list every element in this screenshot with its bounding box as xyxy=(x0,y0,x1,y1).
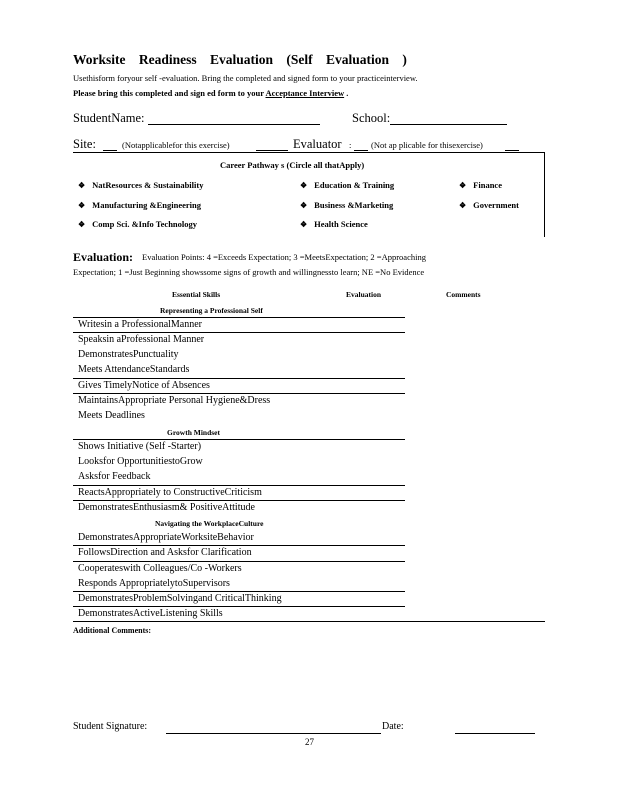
student-name-field[interactable] xyxy=(148,124,320,125)
pathway-education[interactable] xyxy=(300,180,394,190)
diamond-bullet-icon: ❖ xyxy=(78,201,86,210)
representing-professional-self-header: Representing a Professional Self xyxy=(160,306,263,315)
page-title: Worksite Readiness Evaluation (Self Evaluation ) xyxy=(73,52,407,67)
pathway-health-science[interactable] xyxy=(300,219,368,229)
pathway-manufacturing[interactable] xyxy=(78,200,201,210)
site-label: Site: xyxy=(73,137,96,151)
comments-column-header: Comments xyxy=(446,290,481,299)
skill-row[interactable]: ReactsAppropriately to ConstructiveCriticism xyxy=(78,487,262,498)
evaluation-points-line-2: Expectation; 1 =Just Beginning showssome signs of growth and willingnessto learn; NE =No Evidence xyxy=(73,267,425,277)
navigating-workplace-culture-header: Navigating the WorkplaceCulture xyxy=(155,519,264,528)
diamond-bullet-icon: ❖ xyxy=(459,201,467,210)
diamond-bullet-icon: ❖ xyxy=(300,201,308,210)
skill-row[interactable]: Gives TimelyNotice of Absences xyxy=(78,380,210,391)
pathway-label: Finance xyxy=(473,180,502,190)
skill-row[interactable]: DemonstratesProblemSolvingand CriticalThinking xyxy=(78,593,282,604)
site-field-end xyxy=(256,150,288,151)
skill-row[interactable]: Asksfor Feedback xyxy=(78,471,151,482)
diamond-bullet-icon: ❖ xyxy=(300,220,308,229)
pathway-business[interactable] xyxy=(300,200,393,210)
row-divider xyxy=(73,545,405,546)
site-note: (Notapplicablefor this exercise) xyxy=(122,140,230,150)
header-rule xyxy=(73,152,545,153)
diamond-bullet-icon: ❖ xyxy=(78,220,86,229)
intro-line-2 xyxy=(73,88,348,98)
evaluator-field-end xyxy=(505,150,519,151)
additional-comments-label: Additional Comments: xyxy=(73,626,152,635)
row-divider xyxy=(73,500,405,501)
skill-row[interactable]: Writesin a ProfessionalManner xyxy=(78,319,203,330)
row-divider xyxy=(73,393,405,394)
row-divider xyxy=(73,317,405,318)
evaluator-colon: : xyxy=(349,140,352,150)
skill-row[interactable]: DemonstratesActiveListening Skills xyxy=(78,608,223,619)
evaluator-label: Evaluator xyxy=(293,137,342,151)
diamond-bullet-icon: ❖ xyxy=(459,181,467,190)
row-divider xyxy=(73,332,405,333)
skill-row[interactable]: Shows Initiative (Self -Starter) xyxy=(78,441,202,452)
skill-row[interactable]: MaintainsAppropriate Personal Hygiene&Dress xyxy=(78,395,271,406)
pathway-finance[interactable] xyxy=(459,180,502,190)
site-field-start xyxy=(103,150,117,151)
page-number: 27 xyxy=(305,737,314,747)
evaluator-field-start xyxy=(354,150,368,151)
additional-comments-area[interactable] xyxy=(73,640,543,710)
diamond-bullet-icon: ❖ xyxy=(300,181,308,190)
growth-mindset-header: Growth Mindset xyxy=(167,428,220,437)
intro-line-2-text: Please bring this completed and sign ed form to your xyxy=(73,88,266,98)
school-label: School: xyxy=(352,111,391,125)
pathway-label: Education & Training xyxy=(314,180,395,190)
skill-row[interactable]: FollowsDirection and Asksfor Clarification xyxy=(78,547,252,558)
pathway-label: NatResources & Sustainability xyxy=(92,180,204,190)
row-divider xyxy=(73,591,405,592)
evaluation-column-header: Evaluation xyxy=(346,290,382,299)
skill-row[interactable]: Responds AppropriatelytoSupervisors xyxy=(78,578,230,589)
evaluator-note: (Not ap plicable for thisexercise) xyxy=(371,140,483,150)
signature-field[interactable] xyxy=(166,733,381,734)
pathway-label: Government xyxy=(473,200,519,210)
career-pathway-heading: Career Pathway s (Circle all thatApply) xyxy=(220,160,365,170)
skill-row[interactable]: Speaksin aProfessional Manner xyxy=(78,334,205,345)
skill-row[interactable]: DemonstratesPunctuality xyxy=(78,349,179,360)
skill-row[interactable]: DemonstratesEnthusiasm& PositiveAttitude xyxy=(78,502,255,513)
student-name-label: StudentName: xyxy=(73,111,145,125)
evaluation-label: Evaluation: xyxy=(73,250,134,264)
intro-line-1: Usethisform foryour self -evaluation. Bring the completed and signed form to your practiceinterview. xyxy=(73,73,418,83)
skill-row[interactable]: Meets AttendanceStandards xyxy=(78,364,190,375)
pathway-comp-sci[interactable] xyxy=(78,219,197,229)
date-label: Date: xyxy=(382,721,404,732)
school-field[interactable] xyxy=(390,124,507,125)
pathway-natural-resources[interactable] xyxy=(78,180,203,190)
row-divider xyxy=(73,439,405,440)
pathway-label: Comp Sci. &Info Technology xyxy=(92,219,198,229)
row-divider xyxy=(73,561,405,562)
pathway-government[interactable] xyxy=(459,200,519,210)
pathway-label: Business &Marketing xyxy=(314,200,394,210)
student-signature-label: Student Signature: xyxy=(73,721,148,732)
evaluation-points-line-1: Evaluation Points: 4 =Exceeds Expectation; 3 =MeetsExpectation; 2 =Approaching xyxy=(142,252,426,262)
diamond-bullet-icon: ❖ xyxy=(78,181,86,190)
row-divider xyxy=(73,606,405,607)
pathway-label: Health Science xyxy=(314,219,368,229)
skill-row[interactable]: Cooperateswith Colleagues/Co -Workers xyxy=(78,563,242,574)
skill-row[interactable]: DemonstratesAppropriateWorksiteBehavior xyxy=(78,532,254,543)
pathway-label: Manufacturing &Engineering xyxy=(92,200,202,210)
acceptance-interview-text: Acceptance Interview xyxy=(265,88,345,98)
skill-row[interactable]: Meets Deadlines xyxy=(78,410,145,421)
row-divider xyxy=(73,485,405,486)
row-divider xyxy=(73,378,405,379)
pathway-box-border xyxy=(544,153,545,237)
intro-line-2-end: . xyxy=(344,88,349,98)
essential-skills-header: Essential Skills xyxy=(172,290,221,299)
skill-row[interactable]: Looksfor OpportunitiestoGrow xyxy=(78,456,203,467)
table-bottom-rule xyxy=(73,621,545,622)
date-field[interactable] xyxy=(455,733,535,734)
